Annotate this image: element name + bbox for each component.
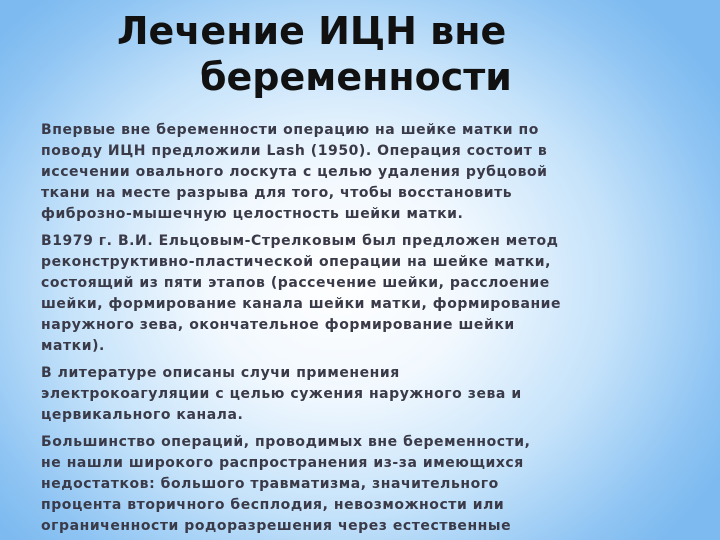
text-line: В1979 г. В.И. Ельцовым-Стрелковым был предложен метод (41, 233, 559, 249)
text-line: В литературе описаны случи применения (41, 365, 400, 381)
text-line: матки). (41, 338, 105, 354)
text-line: ограниченности родоразрешения через естественные (41, 518, 512, 534)
text-line: недостатков: большого травматизма, значительного (41, 476, 499, 492)
slide-title-line-2: беременности (200, 55, 512, 99)
paragraph-lash-operation (41, 120, 691, 225)
text-line: Большинство операций, проводимых вне беременности, (41, 434, 531, 450)
text-line: электрокоагуляции с целью сужения наружного зева и (41, 386, 522, 402)
text-line: иссечении овального лоскута с целью удаления рубцовой (41, 164, 548, 180)
slide-title (0, 8, 720, 100)
text-line: ткани на месте разрыва для того, чтобы восстановить (41, 185, 513, 201)
text-line: реконструктивно-пластической операции на шейке матки, (41, 254, 552, 270)
text-line: состоящий из пяти этапов (рассечение шейки, расслоение (41, 275, 550, 291)
paragraph-drawbacks (41, 432, 691, 537)
slide-body (41, 120, 691, 540)
text-line: процента вторичного бесплодия, невозможности или (41, 497, 505, 513)
text-line: фиброзно-мышечную целостность шейки матки. (41, 206, 464, 222)
text-line: цервикального канала. (41, 407, 244, 423)
paragraph-electrocoagulation (41, 363, 691, 426)
text-line: не нашли широкого распространения из-за имеющихся (41, 455, 524, 471)
text-line: Впервые вне беременности операцию на шейке матки по (41, 122, 539, 138)
text-line: поводу ИЦН предложили Lash (1950). Операция состоит в (41, 143, 548, 159)
paragraph-eltsov-strelkov-method (41, 231, 691, 357)
text-line: наружного зева, окончательное формирование шейки (41, 317, 515, 333)
text-line: шейки, формирование канала шейки матки, формирование (41, 296, 562, 312)
slide-title-line-1: Лечение ИЦН вне (117, 9, 507, 53)
